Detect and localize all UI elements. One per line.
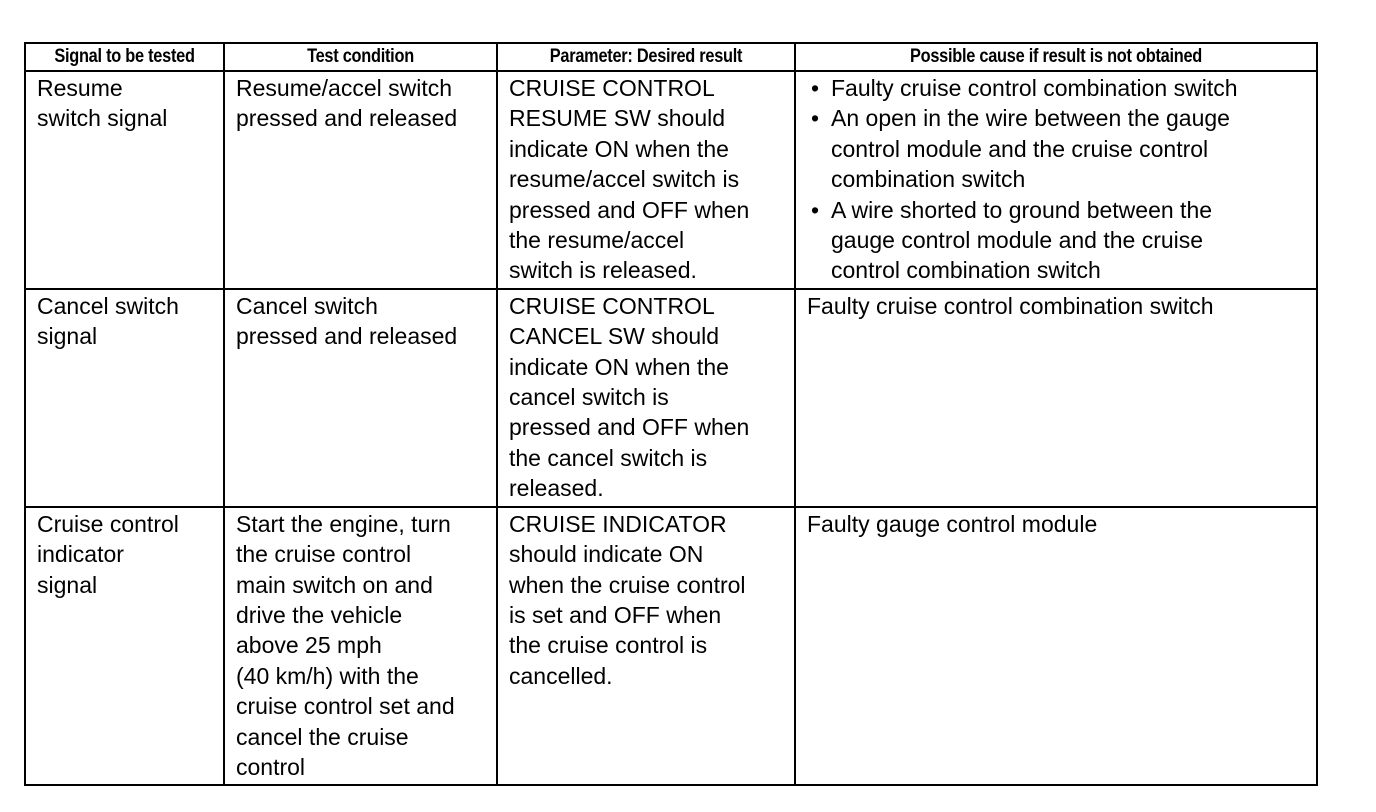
header-desired-result: Parameter: Desired result	[518, 43, 774, 71]
result-cell	[497, 289, 795, 507]
table-row	[25, 71, 1317, 289]
signal-cell	[25, 507, 224, 786]
condition-cell	[224, 507, 497, 786]
result-text: CRUISE CONTROL RESUME SW should indicate ON when the resume/accel switch is pressed and OFF when the resume/accel switch is released.	[509, 75, 750, 284]
signal-cell	[25, 289, 224, 507]
cause-cell	[795, 507, 1317, 786]
table-row	[25, 289, 1317, 507]
condition-text: Cancel switch pressed and released	[236, 292, 458, 350]
cause-cell	[795, 289, 1317, 507]
header-possible-cause: Possible cause if result is not obtained	[832, 43, 1281, 71]
bullet-icon: •	[811, 105, 820, 132]
cause-list-item	[807, 73, 1308, 103]
diagnostic-table	[24, 42, 1318, 786]
bullet-icon: •	[811, 196, 820, 223]
cause-list-item	[807, 103, 1308, 194]
cause-list	[807, 73, 1308, 286]
condition-text: Resume/accel switch pressed and released	[236, 75, 458, 132]
signal-text: Cancel switch signal	[37, 292, 179, 350]
cause-list-item	[807, 195, 1308, 286]
result-text: CRUISE INDICATOR should indicate ON when the cruise control is set and OFF when the cruise control is cancelled.	[509, 510, 746, 689]
result-cell	[497, 71, 795, 289]
signal-text: Cruise control indicator signal	[37, 510, 179, 598]
cause-text: A wire shorted to ground between the gauge control module and the cruise control combination switch	[831, 196, 1213, 284]
condition-cell	[224, 289, 497, 507]
result-text: CRUISE CONTROL CANCEL SW should indicate ON when the cancel switch is pressed and OFF when the cancel switch is released.	[509, 292, 750, 502]
bullet-icon: •	[811, 75, 820, 101]
signal-cell	[25, 71, 224, 289]
cause-cell	[795, 71, 1317, 289]
cause-text: Faulty gauge control module	[807, 510, 1098, 537]
condition-text: Start the engine, turn the cruise control main switch on and drive the vehicle above 25 mph (40 km/h) with the cruise control set and cancel the cruise control	[236, 510, 455, 780]
header-signal: Signal to be tested	[39, 43, 210, 71]
cause-text: Faulty cruise control combination switch	[807, 292, 1214, 319]
signal-text: Resume switch signal	[37, 75, 168, 132]
table-row	[25, 507, 1317, 786]
result-cell	[497, 507, 795, 786]
header-test-condition: Test condition	[243, 43, 478, 71]
cause-text: Faulty cruise control combination switch	[831, 75, 1238, 101]
condition-cell	[224, 71, 497, 289]
cause-text: An open in the wire between the gauge control module and the cruise control combination switch	[831, 105, 1230, 193]
table-header-row	[25, 43, 1317, 71]
